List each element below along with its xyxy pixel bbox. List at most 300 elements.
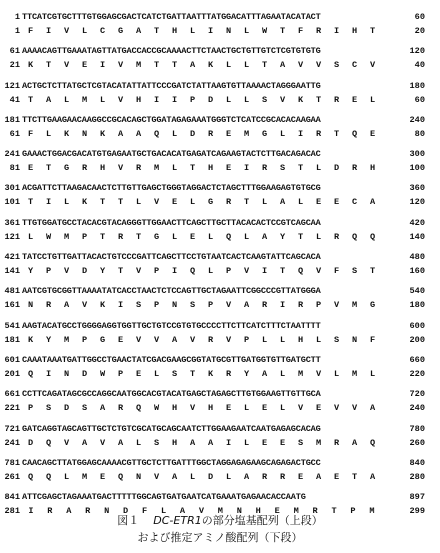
sequence-block bbox=[0, 423, 440, 457]
nucleotide-line-sequence: AATCGTGCGGTTAAAATATCACCTAACTCTCCAGTTGCTAGAATTCGGCCCGTTATGGGA bbox=[22, 286, 321, 297]
residue: A bbox=[190, 437, 195, 448]
amino-acid-line bbox=[0, 231, 440, 244]
residue: V bbox=[316, 266, 321, 277]
residue: V bbox=[136, 334, 141, 345]
residue: A bbox=[190, 60, 195, 71]
residue: R bbox=[334, 231, 339, 242]
amino-acid-line-start-number: 41 bbox=[9, 94, 20, 105]
residue: E bbox=[226, 128, 231, 139]
residue: S bbox=[190, 300, 195, 311]
residue: A bbox=[316, 471, 321, 482]
sequence-block bbox=[0, 45, 440, 79]
residue: I bbox=[46, 368, 51, 379]
residue: H bbox=[255, 506, 261, 517]
residue: R bbox=[46, 300, 51, 311]
residue: V bbox=[136, 266, 141, 277]
residue: M bbox=[82, 94, 87, 105]
nucleotide-line-sequence: TTCATCGTGCTTTGTGGAGCGACTCATCTGATTAATTTATGGACATTTAGAATACATACT bbox=[22, 12, 321, 22]
residue: A bbox=[244, 471, 249, 482]
residue: R bbox=[47, 506, 53, 517]
nucleotide-line-end-number: 60 bbox=[414, 12, 425, 22]
amino-acid-line-start-number: 121 bbox=[4, 231, 20, 242]
residue: L bbox=[370, 368, 375, 379]
residue: L bbox=[154, 368, 159, 379]
residue: W bbox=[262, 26, 267, 36]
residue: L bbox=[172, 163, 177, 174]
residue: M bbox=[64, 334, 69, 345]
residue: F bbox=[28, 26, 33, 36]
residue: D bbox=[82, 266, 87, 277]
residue: Q bbox=[226, 231, 231, 242]
nucleotide-line-start-number: 781 bbox=[4, 457, 20, 468]
nucleotide-line bbox=[0, 423, 440, 436]
residue: G bbox=[64, 163, 69, 174]
residue: E bbox=[82, 60, 87, 71]
residue: R bbox=[82, 163, 87, 174]
residue: Y bbox=[28, 266, 33, 277]
residue: L bbox=[64, 471, 69, 482]
residue: N bbox=[172, 300, 177, 311]
sequence-block bbox=[0, 285, 440, 319]
nucleotide-line bbox=[0, 45, 440, 58]
nucleotide-line-start-number: 121 bbox=[4, 80, 20, 91]
amino-acid-line-end-number: 260 bbox=[409, 437, 425, 448]
residue: L bbox=[226, 94, 231, 105]
residue: P bbox=[82, 334, 87, 345]
amino-acid-line-end-number: 100 bbox=[409, 163, 425, 174]
residue: K bbox=[208, 368, 213, 379]
residue: L bbox=[244, 26, 249, 36]
amino-acid-line bbox=[0, 334, 440, 347]
residue: P bbox=[46, 266, 51, 277]
nucleotide-line bbox=[0, 491, 440, 504]
nucleotide-line-sequence: CAAATAAATGATTGGCCTGAACTATCGACGAAGCGGTATGCGTTGATGGTGTTGATGCTT bbox=[22, 354, 321, 365]
residue: V bbox=[154, 471, 159, 482]
residue: A bbox=[244, 300, 249, 311]
residue: D bbox=[64, 403, 69, 414]
residue: H bbox=[208, 403, 213, 414]
nucleotide-line bbox=[0, 354, 440, 367]
residue: G bbox=[118, 26, 123, 36]
amino-acid-line bbox=[0, 402, 440, 415]
sequence-block bbox=[0, 182, 440, 216]
residue: E bbox=[136, 368, 141, 379]
residue: R bbox=[316, 128, 321, 139]
gene-name: DC-ETR1 bbox=[153, 514, 202, 527]
residue: L bbox=[208, 266, 213, 277]
sequence-block bbox=[0, 354, 440, 388]
residue: L bbox=[190, 197, 195, 208]
nucleotide-line bbox=[0, 217, 440, 230]
residue: R bbox=[262, 471, 267, 482]
residue: L bbox=[334, 368, 339, 379]
nucleotide-line bbox=[0, 251, 440, 264]
residue: A bbox=[370, 403, 375, 414]
nucleotide-line-sequence: GATCAGGTAGCAGTTGCTCTGTCGCATGCAGCAATCTTGGAAGAATCAATGAGAGCACAG bbox=[22, 423, 321, 434]
amino-acid-line-end-number: 40 bbox=[414, 60, 425, 71]
nucleotide-line-start-number: 661 bbox=[4, 389, 20, 400]
residue: G bbox=[208, 197, 213, 208]
residue: T bbox=[100, 197, 105, 208]
residue: M bbox=[352, 300, 357, 311]
residue: I bbox=[118, 300, 123, 311]
residue: A bbox=[64, 300, 69, 311]
residue: I bbox=[100, 60, 105, 71]
caption-line-2: および推定アミノ酸配列（下段） bbox=[137, 531, 303, 544]
nucleotide-line-start-number: 361 bbox=[4, 217, 20, 228]
residue: T bbox=[28, 94, 33, 105]
residue: T bbox=[172, 60, 177, 71]
caption-line-1 bbox=[0, 512, 440, 529]
residue: K bbox=[28, 334, 33, 345]
residue: V bbox=[64, 60, 69, 71]
residue: L bbox=[370, 94, 375, 105]
residue: I bbox=[226, 437, 231, 448]
residue: M bbox=[82, 471, 87, 482]
residue: V bbox=[154, 334, 159, 345]
residue: L bbox=[172, 128, 177, 139]
amino-acid-line bbox=[0, 196, 440, 209]
residue: Q bbox=[46, 471, 51, 482]
residue: R bbox=[208, 128, 213, 139]
residue: T bbox=[154, 26, 159, 36]
amino-acid-line bbox=[0, 59, 440, 72]
residue: E bbox=[262, 437, 267, 448]
residue: T bbox=[280, 266, 285, 277]
residue: Q bbox=[352, 231, 357, 242]
nucleotide-line-sequence: TTCTTGAAGAACAAGGCCGCACAGCTGGATAGAGAAATGGGTCTCATCCGCACACAAGAA bbox=[22, 114, 321, 125]
residue: T bbox=[298, 231, 303, 242]
residue: T bbox=[190, 368, 195, 379]
residue: T bbox=[118, 266, 123, 277]
residue: V bbox=[64, 437, 69, 448]
residue: V bbox=[64, 26, 69, 36]
nucleotide-line bbox=[0, 148, 440, 161]
residue: P bbox=[316, 300, 321, 311]
residue: I bbox=[46, 26, 51, 36]
sequence-blocks bbox=[0, 11, 440, 525]
residue: S bbox=[334, 334, 339, 345]
residue: L bbox=[160, 506, 166, 517]
amino-acid-line-end-number: 80 bbox=[414, 128, 425, 139]
residue: R bbox=[280, 471, 285, 482]
residue: P bbox=[118, 368, 123, 379]
nucleotide-line-end-number: 840 bbox=[409, 457, 425, 468]
residue: R bbox=[226, 197, 231, 208]
nucleotide-line-start-number: 601 bbox=[4, 354, 20, 365]
residue: M bbox=[64, 231, 69, 242]
residue: N bbox=[352, 334, 357, 345]
residue: M bbox=[217, 506, 223, 517]
amino-acid-line bbox=[0, 437, 440, 450]
nucleotide-line-start-number: 541 bbox=[4, 320, 20, 331]
residue: V bbox=[226, 334, 231, 345]
residue: I bbox=[28, 506, 34, 517]
nucleotide-line-sequence: GAAACTGGACGACATGTGAGAATGCTGACACATGAGATCAGAAGTACTCTTGACAGACAC bbox=[22, 149, 321, 160]
amino-acid-line-start-number: 61 bbox=[9, 128, 20, 139]
amino-acid-line-end-number: 200 bbox=[409, 334, 425, 345]
residue: L bbox=[226, 471, 231, 482]
residue: I bbox=[244, 163, 249, 174]
residue: C bbox=[100, 26, 105, 36]
residue: T bbox=[136, 231, 141, 242]
residue: S bbox=[298, 437, 303, 448]
sequence-block bbox=[0, 457, 440, 491]
amino-acid-line-start-number: 1 bbox=[14, 26, 20, 36]
amino-acid-line-end-number: 220 bbox=[409, 368, 425, 379]
residue: V bbox=[64, 266, 69, 277]
residue: A bbox=[82, 437, 87, 448]
amino-acid-line-start-number: 181 bbox=[4, 334, 20, 345]
residue: L bbox=[280, 403, 285, 414]
residue: G bbox=[370, 300, 375, 311]
residue: E bbox=[274, 506, 280, 517]
nucleotide-line-end-number: 600 bbox=[409, 320, 425, 331]
residue: L bbox=[280, 368, 285, 379]
residue: H bbox=[352, 26, 357, 36]
residue: T bbox=[46, 163, 51, 174]
residue: F bbox=[142, 506, 147, 517]
residue: L bbox=[244, 231, 249, 242]
nucleotide-line-end-number: 300 bbox=[409, 149, 425, 160]
amino-acid-line-end-number: 120 bbox=[409, 197, 425, 208]
residue: V bbox=[244, 266, 249, 277]
residue: A bbox=[370, 197, 375, 208]
residue: I bbox=[172, 94, 177, 105]
residue: Q bbox=[370, 231, 375, 242]
residue: V bbox=[316, 60, 321, 71]
residue: T bbox=[244, 197, 249, 208]
residue: M bbox=[369, 506, 375, 517]
amino-acid-line bbox=[0, 368, 440, 381]
residue: N bbox=[236, 506, 242, 517]
residue: L bbox=[244, 403, 249, 414]
residue: A bbox=[136, 26, 141, 36]
nucleotide-line-end-number: 240 bbox=[409, 114, 425, 125]
residue: L bbox=[262, 334, 267, 345]
residue: A bbox=[370, 471, 375, 482]
residue: K bbox=[298, 94, 303, 105]
residue: L bbox=[28, 231, 33, 242]
residue: E bbox=[190, 231, 195, 242]
sequence-block bbox=[0, 251, 440, 285]
residue: F bbox=[28, 128, 33, 139]
amino-acid-line-start-number: 141 bbox=[4, 266, 20, 277]
residue: Y bbox=[244, 368, 249, 379]
residue: A bbox=[46, 94, 51, 105]
nucleotide-line-sequence: ATTCGAGCTAGAAATGACTTTTTGGCAGTGATGAATCATGAAATGAGAACACCAATG bbox=[22, 492, 306, 503]
residue: I bbox=[154, 94, 159, 105]
residue: E bbox=[316, 403, 321, 414]
residue: L bbox=[82, 26, 87, 36]
residue: E bbox=[262, 403, 267, 414]
residue: A bbox=[118, 128, 123, 139]
residue: H bbox=[100, 163, 105, 174]
residue: E bbox=[28, 163, 33, 174]
residue: L bbox=[136, 197, 141, 208]
sequence-block bbox=[0, 320, 440, 354]
residue: V bbox=[154, 197, 159, 208]
residue: G bbox=[262, 128, 267, 139]
residue: V bbox=[118, 163, 123, 174]
nucleotide-line-start-number: 61 bbox=[9, 46, 20, 57]
residue: M bbox=[298, 368, 303, 379]
nucleotide-line-end-number: 540 bbox=[409, 286, 425, 297]
residue: F bbox=[370, 334, 375, 345]
amino-acid-line-end-number: 240 bbox=[409, 403, 425, 414]
residue: D bbox=[190, 128, 195, 139]
nucleotide-line-start-number: 181 bbox=[4, 114, 20, 125]
residue: E bbox=[280, 437, 285, 448]
residue: V bbox=[352, 403, 357, 414]
residue: L bbox=[190, 471, 195, 482]
sequence-block bbox=[0, 11, 440, 45]
residue: H bbox=[298, 334, 303, 345]
residue: K bbox=[100, 128, 105, 139]
residue: E bbox=[352, 94, 357, 105]
residue: R bbox=[85, 506, 91, 517]
residue: L bbox=[316, 163, 321, 174]
residue: P bbox=[226, 266, 231, 277]
nucleotide-line-end-number: 780 bbox=[409, 423, 425, 434]
residue: V bbox=[82, 300, 87, 311]
sequence-block bbox=[0, 388, 440, 422]
residue: Q bbox=[370, 437, 375, 448]
residue: R bbox=[334, 437, 339, 448]
amino-acid-line bbox=[0, 94, 440, 107]
nucleotide-line bbox=[0, 114, 440, 127]
residue: V bbox=[198, 506, 204, 517]
nucleotide-line bbox=[0, 80, 440, 93]
residue: D bbox=[208, 94, 213, 105]
sequence-block bbox=[0, 217, 440, 251]
nucleotide-line-sequence: CAACAGCTTATGGAGCAAAACGTTGCTCTTGATTTGGCTAGGAGAGAAGCAGAGACTGCC bbox=[22, 457, 321, 468]
residue: V bbox=[190, 334, 195, 345]
residue: L bbox=[262, 197, 267, 208]
residue: T bbox=[262, 60, 267, 71]
residue: E bbox=[100, 471, 105, 482]
residue: A bbox=[172, 471, 177, 482]
residue: S bbox=[334, 60, 339, 71]
residue: E bbox=[226, 163, 231, 174]
nucleotide-line-start-number: 1 bbox=[14, 12, 20, 22]
nucleotide-line-sequence: CCTTCAGATAGCGCCAGGCAATGGCACGTACATGAGCTAGAGCTTGTGGAAGTTGTTGCA bbox=[22, 389, 321, 400]
residue: P bbox=[244, 334, 249, 345]
figure-caption bbox=[0, 512, 440, 546]
residue: W bbox=[46, 231, 51, 242]
residue: R bbox=[312, 506, 318, 517]
residue: T bbox=[280, 26, 285, 36]
amino-acid-line bbox=[0, 471, 440, 484]
residue: E bbox=[316, 197, 321, 208]
nucleotide-line bbox=[0, 388, 440, 401]
residue: D bbox=[334, 163, 339, 174]
residue: L bbox=[190, 26, 195, 36]
residue: D bbox=[208, 471, 213, 482]
residue: A bbox=[136, 128, 141, 139]
nucleotide-line-start-number: 841 bbox=[4, 492, 20, 503]
amino-acid-line-start-number: 261 bbox=[4, 471, 20, 482]
residue: R bbox=[208, 334, 213, 345]
residue: Q bbox=[118, 471, 123, 482]
residue: K bbox=[208, 60, 213, 71]
residue: L bbox=[280, 128, 285, 139]
residue: L bbox=[244, 60, 249, 71]
residue: T bbox=[331, 506, 337, 517]
amino-acid-line-end-number: 160 bbox=[409, 266, 425, 277]
amino-acid-line-end-number: 140 bbox=[409, 231, 425, 242]
residue: L bbox=[64, 94, 69, 105]
residue: H bbox=[136, 94, 141, 105]
residue: R bbox=[298, 300, 303, 311]
residue: L bbox=[136, 437, 141, 448]
residue: V bbox=[190, 403, 195, 414]
residue: G bbox=[100, 334, 105, 345]
residue: N bbox=[136, 471, 141, 482]
nucleotide-line-start-number: 301 bbox=[4, 183, 20, 194]
nucleotide-line-end-number: 420 bbox=[409, 217, 425, 228]
nucleotide-line-end-number: 360 bbox=[409, 183, 425, 194]
residue: V bbox=[100, 437, 105, 448]
residue: S bbox=[136, 300, 141, 311]
residue: L bbox=[226, 60, 231, 71]
sequence-block bbox=[0, 148, 440, 182]
residue: Y bbox=[46, 334, 51, 345]
residue: A bbox=[179, 506, 185, 517]
residue: T bbox=[46, 60, 51, 71]
residue: T bbox=[334, 128, 339, 139]
amino-acid-line-start-number: 21 bbox=[9, 60, 20, 71]
residue: S bbox=[46, 403, 51, 414]
nucleotide-line-end-number: 480 bbox=[409, 252, 425, 263]
residue: L bbox=[100, 94, 105, 105]
residue: D bbox=[123, 506, 129, 517]
residue: I bbox=[172, 266, 177, 277]
residue: V bbox=[118, 94, 123, 105]
residue: R bbox=[118, 403, 123, 414]
nucleotide-line bbox=[0, 11, 440, 24]
residue: Q bbox=[136, 403, 141, 414]
residue: I bbox=[280, 300, 285, 311]
residue: L bbox=[316, 231, 321, 242]
residue: H bbox=[370, 163, 375, 174]
residue: T bbox=[370, 266, 375, 277]
residue: Q bbox=[154, 128, 159, 139]
residue: A bbox=[66, 506, 72, 517]
residue: V bbox=[298, 403, 303, 414]
residue: Q bbox=[28, 471, 33, 482]
residue: L bbox=[316, 334, 321, 345]
residue: W bbox=[100, 368, 105, 379]
amino-acid-line-end-number: 299 bbox=[409, 506, 425, 517]
residue: V bbox=[316, 368, 321, 379]
residue: K bbox=[28, 60, 33, 71]
residue: Q bbox=[46, 437, 51, 448]
residue: L bbox=[244, 94, 249, 105]
residue: K bbox=[100, 300, 105, 311]
sequence-block bbox=[0, 114, 440, 148]
residue: M bbox=[244, 128, 249, 139]
amino-acid-line-end-number: 180 bbox=[409, 300, 425, 311]
amino-acid-line bbox=[0, 299, 440, 312]
residue: Q bbox=[352, 128, 357, 139]
residue: P bbox=[350, 506, 356, 517]
residue: E bbox=[118, 334, 123, 345]
residue: T bbox=[118, 197, 123, 208]
residue: M bbox=[316, 437, 321, 448]
residue: L bbox=[280, 334, 285, 345]
residue: D bbox=[28, 437, 33, 448]
